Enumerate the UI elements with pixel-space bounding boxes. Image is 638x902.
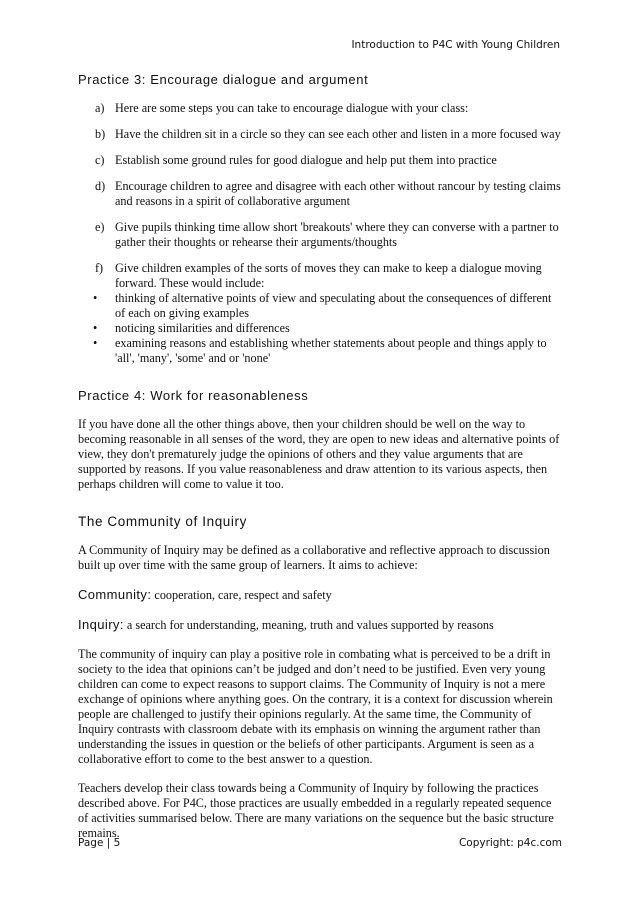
community-label: Community:	[78, 587, 152, 602]
running-header: Introduction to P4C with Young Children	[351, 39, 560, 51]
list-item	[78, 261, 562, 291]
bullet-text: noticing similarities and differences	[115, 321, 290, 335]
page-footer	[78, 837, 562, 849]
bullet-icon: •	[93, 321, 98, 335]
bullet-icon: •	[93, 291, 98, 305]
list-item	[78, 101, 562, 116]
list-item-text: Give pupils thinking time allow short 'breakouts' where they can converse with a partner to gather their thoughts or rehearse their arguments/thoughts	[115, 220, 559, 249]
bullet-item	[78, 321, 562, 336]
list-item-text: Have the children sit in a circle so they can see each other and listen in a more focused way	[115, 127, 561, 141]
community-text: cooperation, care, respect and safety	[151, 588, 332, 602]
bullet-item	[78, 291, 562, 321]
inquiry-label: Inquiry:	[78, 617, 124, 632]
list-marker: f)	[95, 261, 104, 275]
practice3-list	[78, 101, 562, 291]
list-item	[78, 220, 562, 250]
list-item	[78, 179, 562, 209]
inquiry-definition	[78, 617, 562, 633]
community-intro: A Community of Inquiry may be defined as a collaborative and reflective approach to discussion built up over time with the same group of learners. It aims to achieve:	[78, 543, 550, 572]
list-item	[78, 153, 562, 168]
community-paragraph-2: Teachers develop their class towards being a Community of Inquiry by following the practices described above. For P4C, those practices are usually embedded in a regularly repeated sequence of activities summarised below. There are many variations on the sequence but the basic structure remains.	[78, 781, 554, 840]
community-paragraph-1: The community of inquiry can play a positive role in combating what is perceived to be a drift in society to the idea that opinions can’t be judged and don’t need to be justified. Even very young children can come to expect reasons to support claims. The Community of Inquiry is not a mere exchange of opinions where anything goes. On the contrary, it is a context for discussion wherein people are challenged to justify their opinions regularly. At the same time, the Community of Inquiry contrasts with classroom debate with its emphasis on winning the argument rather than understanding the issues in question or the beliefs of other participants. Argument is seen as a collaborative effort to come to the best answer to a question.	[78, 647, 553, 766]
community-heading: The Community of Inquiry	[78, 514, 247, 529]
practice4-paragraph: If you have done all the other things above, then your children should be well on the way to becoming reasonable in all senses of the word, they are open to new ideas and alternative points of view, they don't prematurely judge the opinions of others and they value arguments that are supported by reasons. If you value reasonableness and draw attention to its various aspects, then perhaps children will come to value it too.	[78, 417, 560, 491]
list-marker: c)	[95, 153, 105, 167]
list-item-text: Give children examples of the sorts of moves they can make to keep a dialogue moving forward. These would include:	[115, 261, 542, 290]
bullet-icon: •	[93, 336, 98, 350]
inquiry-text: a search for understanding, meaning, truth and values supported by reasons	[123, 618, 494, 632]
community-definition	[78, 587, 562, 603]
list-item-text: Encourage children to agree and disagree with each other without rancour by testing claims and reasons in a spirit of collaborative argument	[115, 179, 561, 208]
copyright-text: Copyright: p4c.com	[458, 837, 562, 849]
list-marker: b)	[95, 127, 106, 141]
page-content	[78, 72, 562, 855]
practice3-bullets	[78, 291, 562, 366]
bullet-item	[78, 336, 562, 366]
list-item-text: Here are some steps you can take to encourage dialogue with your class:	[115, 101, 469, 115]
list-item	[78, 127, 562, 142]
bullet-text: thinking of alternative points of view and speculating about the consequences of different of each on giving examples	[115, 291, 552, 320]
bullet-text: examining reasons and establishing whether statements about people and things apply to 'all', 'many', 'some' and or 'none'	[115, 336, 547, 365]
practice3-heading: Practice 3: Encourage dialogue and argument	[78, 72, 369, 87]
list-marker: a)	[95, 101, 105, 115]
practice4-heading: Practice 4: Work for reasonableness	[78, 388, 309, 403]
list-item-text: Establish some ground rules for good dialogue and help put them into practice	[115, 153, 497, 167]
list-marker: e)	[95, 220, 105, 234]
list-marker: d)	[95, 179, 106, 193]
page-number: Page | 5	[78, 837, 121, 849]
